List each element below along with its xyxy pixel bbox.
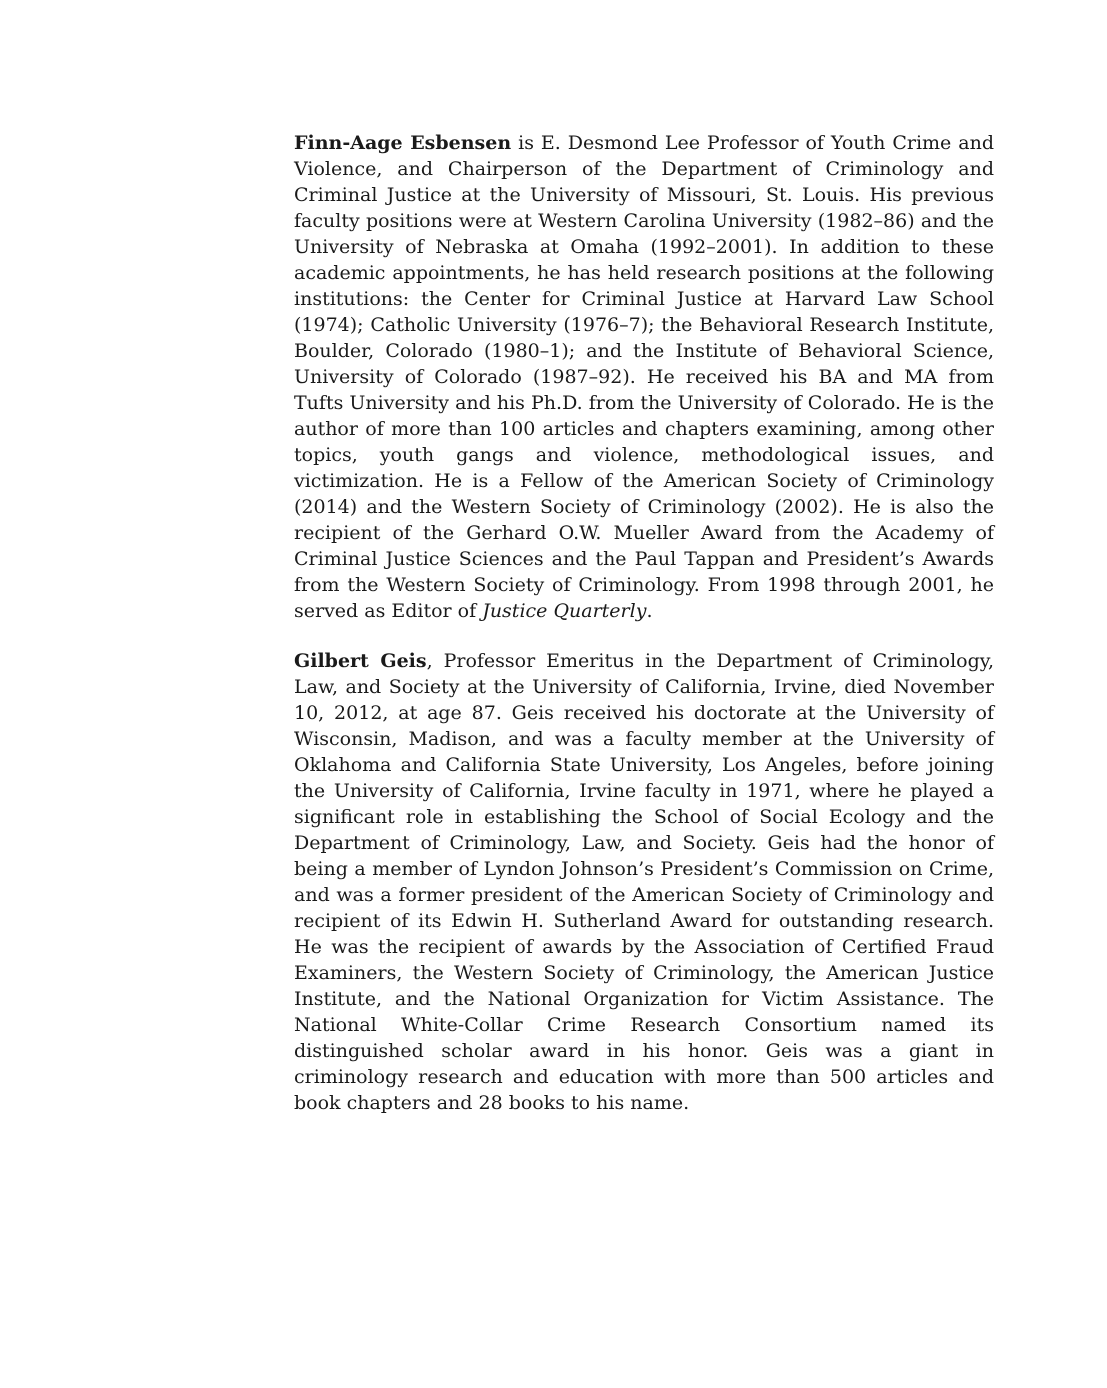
bio-name: Finn-Aage Esbensen xyxy=(294,132,512,154)
bio-esbensen xyxy=(294,130,994,624)
bio-tail: . xyxy=(646,600,653,622)
bio-text: , Professor Emeritus in the Department of Criminology, Law, and Society at the University of California, Irvine, died November 10, 2012, at age 87. Geis received his doctorate at the University of Wisconsin, Madison, and was a faculty member at the University of Oklahoma and California State University, Los Angeles, before joining the University of California, Irvine faculty in 1971, where he played a significant role in establishing the School of Social Ecology and the Department of Criminology, Law, and Society. Geis had the honor of being a member of Lyndon Johnson’s President’s Commission on Crime, and was a former president of the American Society of Criminology and recipient of its Edwin H. Sutherland Award for outstanding research. He was the recipient of awards by the Association of Certified Fraud Examiners, the Western Society of Criminology, the American Justice Institute, and the National Organization for Victim Assistance. The National White-Collar Crime Research Consortium named its distinguished scholar award in his honor. Geis was a giant in criminology research and education with more than 500 articles and book chapters and 28 books to his name. xyxy=(294,650,994,1114)
contributor-bios xyxy=(294,130,994,1140)
journal-title: Justice Quarterly xyxy=(482,600,647,622)
bio-text: is E. Desmond Lee Professor of Youth Crime and Violence, and Chairperson of the Department of Criminology and Criminal Justice at the University of Missouri, St. Louis. His previous faculty positions were at Western Carolina University (1982–86) and the University of Nebraska at Omaha (1992–2001). In addition to these academic appointments, he has held research positions at the following institutions: the Center for Criminal Justice at Harvard Law School (1974); Catholic University (1976–7); the Behavioral Research Institute, Boulder, Colorado (1980–1); and the Institute of Behavioral Science, University of Colorado (1987–92). He received his BA and MA from Tufts University and his Ph.D. from the University of Colorado. He is the author of more than 100 articles and chapters examining, among other topics, youth gangs and violence, methodological issues, and victimization. He is a Fellow of the American Society of Criminology (2014) and the Western Society of Criminology (2002). He is also the recipient of the Gerhard O.W. Mueller Award from the Academy of Criminal Justice Sciences and the Paul Tappan and President’s Awards from the Western Society of Criminology. From 1998 through 2001, he served as Editor of xyxy=(294,132,994,622)
bio-name: Gilbert Geis xyxy=(294,650,427,672)
bio-geis xyxy=(294,648,994,1116)
